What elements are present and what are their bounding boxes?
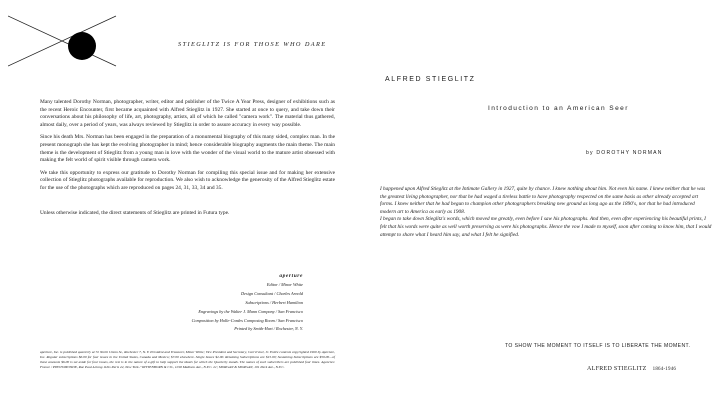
credit-years: 1864-1946 [652, 367, 677, 372]
masthead-line: Composition by Holle-Cordes Composing Room / San Francisco [191, 317, 303, 323]
publication-fine-print: aperture, Inc. is published quarterly at 72 North Union St., Rochester 7, N. Y. President and Treasurer, Minor White; Vice President and Secretary, Carl Irvner, Jr. Entire contents copyrighted 1960 by Aperture, Inc. Regular subscriptions $6.00 for four issues in the United States, Canada and Mexico; $7.00 elsewhere. Single Issues $2.00. Retaining Subscriptions are $15.00; Sustaining Subscriptions are $50.00—of these amounts $6.00 is set aside for four issues, the rest is in the nature of a gift to help support the ideals for which the Quarterly stands. The names of such subscribers are published four times. Agencies: France / PHOTOMONDE, Rue Paul-Lelong 11bis Paris 22, New York / WITTENBORN & CO., 1018 Madison Ave., N.Y.C. 21; MORGAN & MORGAN, 101 Park Ave., N.Y.C. [40, 350, 335, 370]
intro-paragraph: Many talented Dorothy Norman, photographer, writer, editor and publisher of the Twice A Year Press, designer of exhibitions such as the recent Heroic Encounter, first became acquainted with Alfred Stieglitz in 1927. She started at once to query, and take down their conversations about his philosophy of life, art, photography, artists, all of which he called "camera work". The material thus gathered, almost daily, over a period of years, was always reviewed by Stieglitz in order to assure accuracy in every way possible. [40, 99, 335, 128]
masthead-line: Design Consultant / Charles Arnold [241, 290, 303, 296]
byline-author: DOROTHY NORMAN [596, 150, 663, 156]
byline-prefix: by [586, 150, 594, 156]
masthead-brand: aperture [279, 273, 303, 279]
right-page [363, 0, 726, 420]
masthead-line: Editor / Minor White [266, 281, 303, 287]
masthead-line: Printed by Smith-Hart / Rochester, N. Y. [234, 326, 303, 332]
epigraph-credit [587, 366, 676, 372]
type-note: Unless otherwise indicated, the direct statements of Stieglitz are printed in Futura type. [40, 209, 230, 216]
article-subtitle: Introduction to an American Seer [488, 105, 629, 112]
intro-text [40, 99, 335, 221]
masthead-line: Subscriptions / Herbert Hamilton [245, 299, 303, 305]
quote-paragraph: I began to take down Stieglitz's words, which moved me greatly, even before I saw his photographs. And then, even after experiencing his beautiful prints, I felt that his words were quite as well worth preserving as were his photographs. Hence the vow I made to myself, soon after coming to know him, that I would attempt to share what I heard him say, and what I felt he signified. [380, 216, 712, 238]
masthead-line: Engravings by the Walter J. Mann Company / San Francisco [198, 308, 303, 314]
epigraph: TO SHOW THE MOMENT TO ITSELF IS TO LIBERATE THE MOMENT. [505, 343, 691, 349]
credit-name: ALFRED STIEGLITZ [587, 366, 647, 372]
intro-paragraph: We take this opportunity to express our gratitude to Dorothy Norman for compiling this special issue and for making her extensive collection of Stieglitz photographs available for reproduction. We also wish to acknowledge the generosity of the Alfred Stieglitz estate for the use of the photographs which are reproduced on pages 24, 31, 33, 34 and 35. [40, 169, 335, 191]
byline [586, 150, 663, 156]
tagline: STIEGLITZ IS FOR THOSE WHO DARE [178, 41, 327, 48]
masthead [0, 272, 303, 334]
aperture-logo-icon [8, 8, 118, 68]
intro-paragraph: Since his death Mrs. Norman has been engaged in the preparation of a monumental biography of this many sided, complex man. In the present monograph she has kept the evolving photographer in mind; hence considerable biography augments the main theme. The main theme is the development of Stieglitz from a young man in love with the wonder of the visual world to the mature artist obsessed with making the felt world of spirit visible through camera work. [40, 134, 335, 164]
opening-quote [380, 186, 712, 239]
article-title: ALFRED STIEGLITZ [385, 76, 476, 83]
quote-paragraph: I happened upon Alfred Stieglitz at the Intimate Gallery in 1927, quite by chance. I knew nothing about him. Not even his name. I knew neither that he was the greatest living photographer, nor that he had waged a tireless battle to have photography respected on the same basis as other already accepted art forms. I knew neither that he had begun to champion other photographers breaking new ground as long ago as the 1890's, nor that he had introduced modern art to America as early as 1908. [380, 186, 706, 215]
